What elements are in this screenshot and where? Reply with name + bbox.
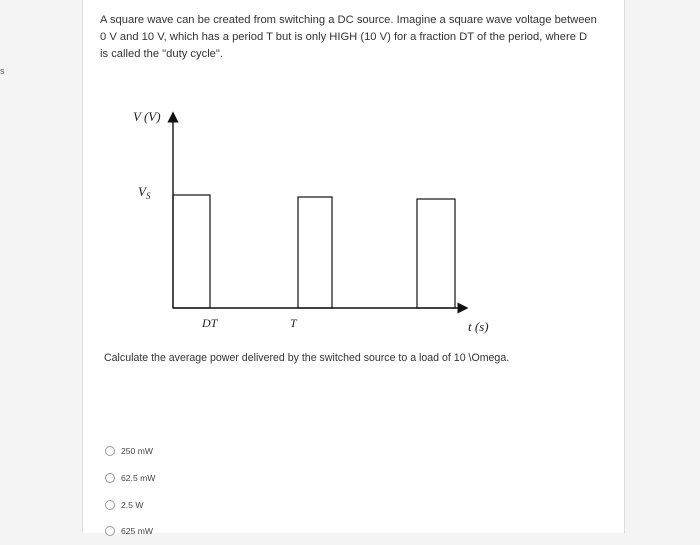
option-1-label[interactable]: 250 mW xyxy=(121,446,153,457)
option-1-radio[interactable] xyxy=(105,446,115,456)
option-3[interactable] xyxy=(105,491,155,518)
option-2-label[interactable]: 62.5 mW xyxy=(121,473,156,484)
square-wave-diagram xyxy=(83,95,523,340)
option-2[interactable] xyxy=(105,465,155,492)
voltage-level-main: V xyxy=(138,184,146,199)
pulse-1 xyxy=(173,195,210,308)
option-1[interactable] xyxy=(105,438,155,465)
edge-mark: s xyxy=(0,66,5,76)
answer-options xyxy=(105,438,155,545)
question-prompt: A square wave can be created from switching a DC source. Imagine a square wave voltage between 0 V and 10 V, which has a period T but is only HIGH (10 V) for a fraction DT of the period, where D is called the "duty cycle". xyxy=(100,14,597,60)
option-4-label[interactable]: 625 mW xyxy=(121,526,153,537)
question-text: Calculate the average power delivered by the switched source to a load of 10 \Omega. xyxy=(104,352,510,364)
x-axis-label: t (s) xyxy=(468,319,489,334)
square-wave-figure xyxy=(83,95,523,345)
option-4-radio[interactable] xyxy=(105,526,115,536)
option-4[interactable] xyxy=(105,518,155,545)
y-axis-label: V (V) xyxy=(133,109,161,124)
voltage-level-subscript: S xyxy=(145,191,151,201)
pulse-2 xyxy=(298,197,332,308)
option-2-radio[interactable] xyxy=(105,473,115,483)
voltage-level-label xyxy=(138,184,151,201)
tick-label-t: T xyxy=(290,316,297,330)
option-3-label[interactable]: 2.5 W xyxy=(121,499,144,510)
tick-label-dt: DT xyxy=(202,316,218,330)
pulse-3 xyxy=(417,199,455,308)
option-3-radio[interactable] xyxy=(105,500,115,510)
question-card xyxy=(82,0,625,537)
